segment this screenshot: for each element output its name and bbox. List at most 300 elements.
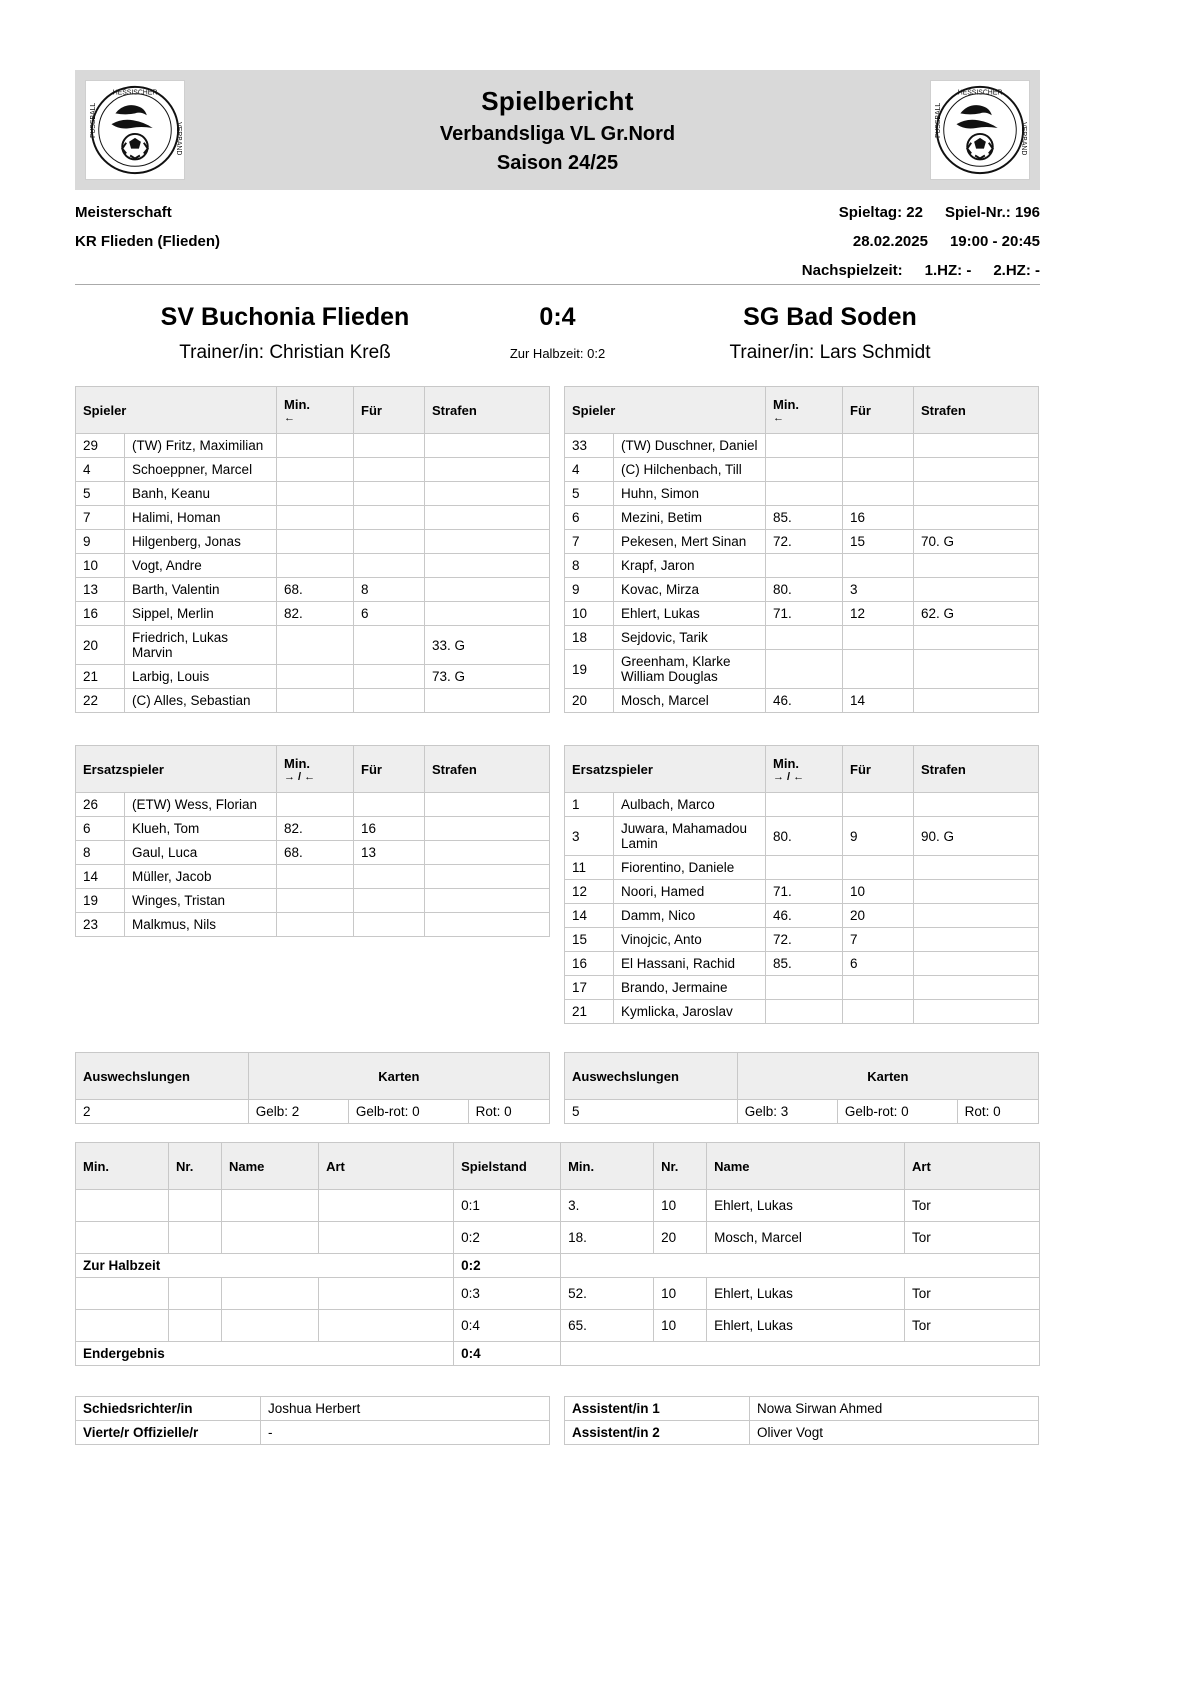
player-min <box>766 458 843 482</box>
player-min: 72. <box>766 530 843 554</box>
table-row <box>76 602 550 626</box>
player-min: 46. <box>766 904 843 928</box>
player-min <box>277 530 354 554</box>
player-fuer <box>843 976 914 1000</box>
player-min <box>277 506 354 530</box>
table-row <box>565 904 1039 928</box>
player-name: Mezini, Betim <box>614 506 766 530</box>
player-number: 22 <box>76 689 125 713</box>
banner-titles <box>185 86 930 175</box>
goal-nr-away: 10 <box>654 1190 707 1222</box>
player-name: Pekesen, Mert Sinan <box>614 530 766 554</box>
player-min: 72. <box>766 928 843 952</box>
player-name: Müller, Jacob <box>125 865 277 889</box>
home-players-body <box>76 434 550 713</box>
player-name: Friedrich, Lukas Marvin <box>125 626 277 665</box>
player-strafen: 33. G <box>425 626 550 665</box>
player-min <box>277 889 354 913</box>
player-strafen <box>425 793 550 817</box>
player-number: 14 <box>76 865 125 889</box>
match-meta-left <box>75 204 220 262</box>
association-crest-left-icon <box>85 80 185 180</box>
goals-body <box>76 1190 1040 1366</box>
player-strafen <box>425 817 550 841</box>
player-min <box>277 554 354 578</box>
table-row <box>565 530 1039 554</box>
home-squad <box>75 386 550 713</box>
player-strafen <box>914 506 1039 530</box>
table-row <box>565 1397 1039 1421</box>
player-strafen <box>425 865 550 889</box>
officials-right-table <box>564 1396 1039 1445</box>
col-min-away: Min. <box>561 1143 654 1190</box>
player-name: Kovac, Mirza <box>614 578 766 602</box>
starting-squads <box>75 386 1040 713</box>
assistant2-label: Assistent/in 2 <box>565 1421 750 1445</box>
player-strafen <box>914 976 1039 1000</box>
match-time: 19:00 - 20:45 <box>949 233 1040 250</box>
player-name: Kymlicka, Jaroslav <box>614 1000 766 1024</box>
match-meta <box>75 204 1040 280</box>
col-art-home: Art <box>319 1143 454 1190</box>
player-name: Schoeppner, Marcel <box>125 458 277 482</box>
player-name: Mosch, Marcel <box>614 689 766 713</box>
summary-section <box>75 1052 1040 1124</box>
player-strafen <box>425 434 550 458</box>
player-number: 33 <box>565 434 614 458</box>
table-row <box>76 913 550 937</box>
officials-left <box>75 1396 550 1445</box>
final-score: 0:4 <box>539 303 576 331</box>
player-fuer <box>843 434 914 458</box>
table-row <box>76 578 550 602</box>
player-min <box>277 434 354 458</box>
player-number: 23 <box>76 913 125 937</box>
player-strafen <box>914 952 1039 976</box>
player-name: Vinojcic, Anto <box>614 928 766 952</box>
table-row <box>565 928 1039 952</box>
home-coach: Trainer/in: Christian Kreß <box>179 342 391 363</box>
goals-section <box>75 1142 1040 1366</box>
player-min: 68. <box>277 841 354 865</box>
player-fuer <box>354 506 425 530</box>
halftime-label: Zur Halbzeit <box>76 1254 454 1278</box>
player-min <box>766 434 843 458</box>
player-number: 17 <box>565 976 614 1000</box>
player-number: 19 <box>76 889 125 913</box>
player-strafen <box>425 506 550 530</box>
goal-art-away: Tor <box>905 1278 1040 1310</box>
player-name: El Hassani, Rachid <box>614 952 766 976</box>
player-min <box>766 482 843 506</box>
goal-art-away: Tor <box>905 1310 1040 1342</box>
player-name: Winges, Tristan <box>125 889 277 913</box>
player-number: 26 <box>76 793 125 817</box>
col-art-away: Art <box>905 1143 1040 1190</box>
player-strafen: 90. G <box>914 817 1039 856</box>
away-yellowred-count: Gelb-rot: 0 <box>837 1100 957 1124</box>
player-number: 21 <box>76 665 125 689</box>
player-strafen <box>425 554 550 578</box>
player-min: 80. <box>766 817 843 856</box>
player-fuer <box>354 530 425 554</box>
player-min <box>277 689 354 713</box>
goal-min-away: 52. <box>561 1278 654 1310</box>
league-name: Verbandsliga VL Gr.Nord <box>439 122 676 145</box>
final-result-row <box>76 1342 1040 1366</box>
col-strafen: Strafen <box>425 746 550 793</box>
player-fuer <box>354 665 425 689</box>
player-strafen <box>425 689 550 713</box>
player-min <box>277 626 354 665</box>
player-strafen <box>425 482 550 506</box>
player-min <box>766 626 843 650</box>
home-players-table <box>75 386 550 713</box>
player-fuer <box>843 1000 914 1024</box>
col-fuer: Für <box>843 387 914 434</box>
table-row <box>565 689 1039 713</box>
player-strafen <box>425 578 550 602</box>
away-red-count: Rot: 0 <box>957 1100 1038 1124</box>
table-row <box>76 1397 550 1421</box>
player-fuer <box>843 856 914 880</box>
player-number: 21 <box>565 1000 614 1024</box>
col-min-home: Min. <box>76 1143 169 1190</box>
home-subs-table <box>75 745 550 937</box>
player-fuer <box>354 482 425 506</box>
table-row <box>76 689 550 713</box>
table-row <box>565 952 1039 976</box>
matchday-label: Spieltag: 22 <box>838 204 923 221</box>
table-row <box>565 626 1039 650</box>
player-number: 7 <box>565 530 614 554</box>
player-name: Aulbach, Marco <box>614 793 766 817</box>
assistant1-name: Nowa Sirwan Ahmed <box>750 1397 1039 1421</box>
player-strafen <box>914 554 1039 578</box>
svg-text:HESSISCHER: HESSISCHER <box>112 89 158 97</box>
table-row <box>565 817 1039 856</box>
table-row <box>565 506 1039 530</box>
player-strafen <box>914 482 1039 506</box>
player-name: Vogt, Andre <box>125 554 277 578</box>
table-row <box>76 1310 1040 1342</box>
player-strafen <box>914 434 1039 458</box>
col-nr-away: Nr. <box>654 1143 707 1190</box>
goal-min-home <box>76 1310 169 1342</box>
home-summary-table <box>75 1052 550 1124</box>
col-min-label: Min. <box>773 396 799 412</box>
svg-text:FUSSBALL: FUSSBALL <box>934 102 942 138</box>
player-fuer: 16 <box>354 817 425 841</box>
player-strafen <box>914 689 1039 713</box>
final-result-label: Endergebnis <box>76 1342 454 1366</box>
player-name: Banh, Keanu <box>125 482 277 506</box>
table-row <box>565 650 1039 689</box>
player-strafen <box>425 458 550 482</box>
table-row <box>76 1421 550 1445</box>
player-min: 82. <box>277 602 354 626</box>
away-squad <box>564 386 1039 713</box>
home-red-count: Rot: 0 <box>468 1100 549 1124</box>
player-min <box>277 865 354 889</box>
goal-nr-away: 10 <box>654 1310 707 1342</box>
home-yellowred-count: Gelb-rot: 0 <box>348 1100 468 1124</box>
goal-name-home <box>222 1190 319 1222</box>
officials-right <box>564 1396 1039 1445</box>
player-name: Hilgenberg, Jonas <box>125 530 277 554</box>
player-fuer: 16 <box>843 506 914 530</box>
goal-name-away: Ehlert, Lukas <box>707 1190 905 1222</box>
goal-min-away: 18. <box>561 1222 654 1254</box>
table-row <box>76 865 550 889</box>
player-number: 8 <box>565 554 614 578</box>
player-number: 29 <box>76 434 125 458</box>
goal-score: 0:2 <box>454 1222 561 1254</box>
halftime-blank <box>561 1254 1040 1278</box>
col-spieler: Spieler <box>565 387 766 434</box>
player-fuer <box>354 889 425 913</box>
referee-label: Schiedsrichter/in <box>76 1397 261 1421</box>
player-fuer <box>843 650 914 689</box>
player-name: Ehlert, Lukas <box>614 602 766 626</box>
goal-name-away: Ehlert, Lukas <box>707 1310 905 1342</box>
match-date: 28.02.2025 <box>852 233 928 250</box>
home-team-name: SV Buchonia Flieden <box>160 303 410 331</box>
away-coach: Trainer/in: Lars Schmidt <box>729 342 931 363</box>
player-strafen <box>914 793 1039 817</box>
player-name: Huhn, Simon <box>614 482 766 506</box>
goal-nr-home <box>169 1310 222 1342</box>
goal-nr-home <box>169 1278 222 1310</box>
player-strafen: 73. G <box>425 665 550 689</box>
player-fuer <box>354 434 425 458</box>
player-number: 5 <box>565 482 614 506</box>
player-min: 68. <box>277 578 354 602</box>
home-summary <box>75 1052 550 1124</box>
table-row <box>76 841 550 865</box>
col-spieler: Spieler <box>76 387 277 434</box>
goal-name-away: Ehlert, Lukas <box>707 1278 905 1310</box>
goal-min-away: 65. <box>561 1310 654 1342</box>
player-fuer: 13 <box>354 841 425 865</box>
table-row <box>565 554 1039 578</box>
col-karten: Karten <box>737 1053 1038 1100</box>
match-meta-right <box>802 204 1040 291</box>
away-substitutes <box>564 745 1039 1024</box>
halftime-row <box>76 1254 1040 1278</box>
player-number: 10 <box>76 554 125 578</box>
player-min: 85. <box>766 506 843 530</box>
player-number: 18 <box>565 626 614 650</box>
referee-name: Joshua Herbert <box>261 1397 550 1421</box>
player-strafen <box>914 650 1039 689</box>
col-min-label: Min. <box>773 755 799 771</box>
player-min: 80. <box>766 578 843 602</box>
player-name: Brando, Jermaine <box>614 976 766 1000</box>
away-team-block <box>620 303 1040 364</box>
away-summary-table <box>564 1052 1039 1124</box>
player-name: Greenham, Klarke William Douglas <box>614 650 766 689</box>
player-strafen <box>914 1000 1039 1024</box>
table-row <box>76 1278 1040 1310</box>
goal-nr-away: 10 <box>654 1278 707 1310</box>
col-auswechslungen: Auswechslungen <box>76 1053 249 1100</box>
table-row <box>565 578 1039 602</box>
player-fuer: 3 <box>843 578 914 602</box>
teams-header <box>75 303 1040 364</box>
player-number: 20 <box>76 626 125 665</box>
table-row <box>76 458 550 482</box>
player-fuer <box>843 482 914 506</box>
home-yellow-count: Gelb: 2 <box>248 1100 348 1124</box>
player-strafen <box>425 602 550 626</box>
col-min-label: Min. <box>284 755 310 771</box>
player-number: 16 <box>565 952 614 976</box>
goal-min-home <box>76 1222 169 1254</box>
player-number: 19 <box>565 650 614 689</box>
away-subs-body <box>565 793 1039 1024</box>
col-min-arrow: ← <box>773 411 784 424</box>
player-strafen <box>914 904 1039 928</box>
table-row <box>565 434 1039 458</box>
table-row <box>565 1100 1039 1124</box>
player-number: 8 <box>76 841 125 865</box>
col-strafen: Strafen <box>914 387 1039 434</box>
player-min: 82. <box>277 817 354 841</box>
player-number: 6 <box>565 506 614 530</box>
player-name: Noori, Hamed <box>614 880 766 904</box>
table-row <box>76 554 550 578</box>
officials-left-table <box>75 1396 550 1445</box>
player-number: 7 <box>76 506 125 530</box>
col-spielstand: Spielstand <box>454 1143 561 1190</box>
table-row <box>565 976 1039 1000</box>
col-min <box>766 387 843 434</box>
table-row <box>76 506 550 530</box>
substitutes-section <box>75 745 1040 1024</box>
goal-score: 0:3 <box>454 1278 561 1310</box>
col-min <box>277 746 354 793</box>
player-name: Sejdovic, Tarik <box>614 626 766 650</box>
goal-art-away: Tor <box>905 1190 1040 1222</box>
player-fuer <box>843 793 914 817</box>
player-fuer <box>354 793 425 817</box>
goal-min-home <box>76 1190 169 1222</box>
player-min <box>277 913 354 937</box>
table-row <box>76 626 550 665</box>
player-name: Halimi, Homan <box>125 506 277 530</box>
player-min: 46. <box>766 689 843 713</box>
player-strafen <box>425 889 550 913</box>
player-name: Damm, Nico <box>614 904 766 928</box>
player-fuer: 14 <box>843 689 914 713</box>
goal-nr-home <box>169 1190 222 1222</box>
report-banner <box>75 70 1040 190</box>
goal-min-home <box>76 1278 169 1310</box>
table-row <box>565 458 1039 482</box>
away-subs-table <box>564 745 1039 1024</box>
halftime-score: Zur Halbzeit: 0:2 <box>509 346 606 361</box>
goal-min-away: 3. <box>561 1190 654 1222</box>
competition-label: Meisterschaft <box>75 204 172 221</box>
player-min <box>277 665 354 689</box>
col-nr-home: Nr. <box>169 1143 222 1190</box>
player-number: 4 <box>565 458 614 482</box>
player-fuer: 8 <box>354 578 425 602</box>
player-name: Barth, Valentin <box>125 578 277 602</box>
player-name: Fiorentino, Daniele <box>614 856 766 880</box>
player-strafen <box>914 626 1039 650</box>
player-fuer <box>843 554 914 578</box>
goal-nr-home <box>169 1222 222 1254</box>
player-strafen <box>914 578 1039 602</box>
goal-name-home <box>222 1278 319 1310</box>
player-min <box>277 793 354 817</box>
away-summary <box>564 1052 1039 1124</box>
home-subs-body <box>76 793 550 937</box>
player-fuer: 15 <box>843 530 914 554</box>
table-row <box>565 482 1039 506</box>
assistant2-name: Oliver Vogt <box>750 1421 1039 1445</box>
player-name: Malkmus, Nils <box>125 913 277 937</box>
col-fuer: Für <box>354 387 425 434</box>
col-name-home: Name <box>222 1143 319 1190</box>
goals-table <box>75 1142 1040 1366</box>
home-sub-count: 2 <box>76 1100 249 1124</box>
player-strafen <box>914 856 1039 880</box>
player-min <box>766 976 843 1000</box>
player-fuer: 6 <box>354 602 425 626</box>
col-auswechslungen: Auswechslungen <box>565 1053 738 1100</box>
player-number: 9 <box>565 578 614 602</box>
player-min <box>766 793 843 817</box>
goal-name-away: Mosch, Marcel <box>707 1222 905 1254</box>
away-players-table <box>564 386 1039 713</box>
table-row <box>76 1190 1040 1222</box>
player-fuer: 9 <box>843 817 914 856</box>
player-number: 15 <box>565 928 614 952</box>
table-row <box>76 889 550 913</box>
table-row <box>76 530 550 554</box>
player-number: 20 <box>565 689 614 713</box>
final-result-blank <box>561 1342 1040 1366</box>
stoppage-first-half: 1.HZ: - <box>924 262 972 279</box>
goal-score: 0:4 <box>454 1310 561 1342</box>
player-number: 14 <box>565 904 614 928</box>
stoppage-label: Nachspielzeit: <box>801 262 903 279</box>
svg-text:VERBAND: VERBAND <box>175 122 183 156</box>
player-min <box>766 554 843 578</box>
col-min <box>277 387 354 434</box>
table-row <box>565 1421 1039 1445</box>
player-number: 1 <box>565 793 614 817</box>
goal-name-home <box>222 1310 319 1342</box>
player-fuer <box>354 458 425 482</box>
fourth-official-label: Vierte/r Offizielle/r <box>76 1421 261 1445</box>
col-strafen: Strafen <box>425 387 550 434</box>
match-number-label: Spiel-Nr.: 196 <box>944 204 1040 221</box>
player-number: 9 <box>76 530 125 554</box>
player-fuer <box>354 689 425 713</box>
away-team-name: SG Bad Soden <box>743 303 917 331</box>
player-name: Juwara, Mahamadou Lamin <box>614 817 766 856</box>
player-strafen <box>914 928 1039 952</box>
goal-art-home <box>319 1278 454 1310</box>
player-name: Gaul, Luca <box>125 841 277 865</box>
player-name: Krapf, Jaron <box>614 554 766 578</box>
report-title: Spielbericht <box>481 85 634 116</box>
table-row <box>76 1222 1040 1254</box>
